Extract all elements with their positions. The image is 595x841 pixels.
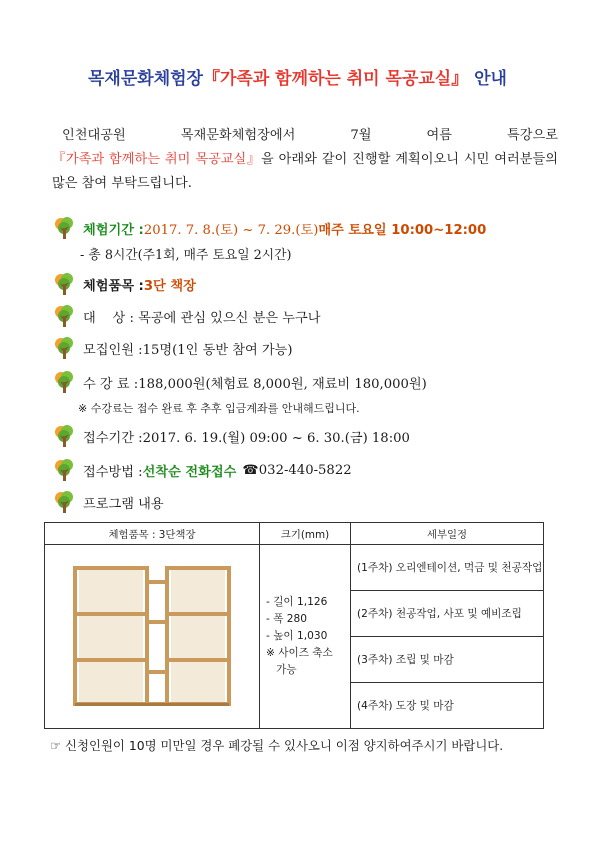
title-suffix: 안내 [468,69,507,89]
title-prefix: 목재문화체험장 [88,69,203,89]
reg-period-row [54,424,410,448]
title-close-bracket: 』 [451,69,469,89]
tree-icon [54,424,75,448]
intro-paragraph [52,124,558,196]
reg-method-label: 접수방법 : [83,464,143,480]
fee-value: 188,000원(체험료 8,000원, 재료비 180,000원) [138,376,427,392]
size-line: - 폭 280 [266,613,308,625]
period-label: 체험기간 : [83,222,144,238]
fee-label: 수 강 료 : [83,376,139,392]
page-title [0,64,595,89]
target-row [54,304,320,328]
schedule-item: (2주차) 천공작업, 사포 및 예비조립 [351,591,544,637]
size-line: ※ 사이즈 축소 [266,647,333,659]
target-value: 목공에 관심 있으신 분은 누구나 [138,310,321,326]
table-header: 체험품목 : 3단책장 [45,523,260,545]
reg-period-value: 2017. 6. 19.(월) 09:00 ~ 6. 30.(금) 18:00 [142,430,410,446]
product-label: 체험품목 : [83,278,144,294]
phone-number: ☎032-440-5822 [242,462,352,478]
tree-icon [54,370,75,394]
program-label: 프로그램 내용 [83,496,164,512]
product-row [54,272,196,296]
size-line: 가능 [266,664,297,676]
target-label: 대 상 : [83,310,139,326]
period-extra: 매주 토요일 10:00~12:00 [318,222,487,238]
reg-method-value: 선착순 전화접수 [142,464,237,480]
program-row [54,490,164,514]
headcount-row [54,336,293,360]
headcount-label: 모집인원 : [83,342,143,358]
title-highlight: 가족과 함께하는 취미 목공교실 [219,69,452,89]
reg-period-label: 접수기간 : [83,430,143,446]
schedule-item: (3주차) 조립 및 마감 [351,637,544,683]
schedule-item: (1주차) 오리엔테이션, 먹금 및 천공작업 [351,545,544,591]
headcount-value: 15명(1인 동반 참여 가능) [142,342,293,358]
table-header: 크기(mm) [260,523,351,545]
product-value: 3단 책장 [143,278,196,294]
intro-highlight: 『가족과 함께하는 취미 목공교실』 [52,152,261,167]
tree-icon [54,458,75,482]
intro-text-before: 인천대공원 목재문화체험장에서 7월 여름 특강으로 [62,128,558,143]
fee-note: ※ 수강료는 접수 완료 후 추후 입금계좌를 안내해드립니다. [78,402,360,415]
tree-icon [54,336,75,360]
period-row [54,216,486,240]
footer-note: ☞ 신청인원이 10명 미만일 경우 폐강될 수 있사오니 이점 양지하여주시기 바랍니다. [50,738,504,753]
table-header: 세부일정 [351,523,544,545]
tree-icon [54,272,75,296]
intro-text-after: 을 아래와 같이 진행할 계획이오니 시민 여러분들의 많은 참여 부탁드립니다. [52,152,559,191]
fee-row [54,370,427,394]
period-value: 2017. 7. 8.(토) ~ 7. 29.(토) [143,222,319,238]
tree-icon [54,216,75,240]
size-line: - 길이 1,126 [266,596,328,608]
bookshelf-image-cell [45,545,260,729]
program-table [44,522,544,729]
period-sub: - 총 8시간(주1회, 매주 토요일 2시간) [80,248,292,263]
title-open-bracket: 『 [202,69,220,89]
schedule-item: (4주차) 도장 및 마감 [351,683,544,729]
reg-method-row [54,458,352,482]
size-cell [260,545,351,729]
tree-icon [54,490,75,514]
tree-icon [54,304,75,328]
bookshelf-image [67,560,237,710]
table-row [45,545,544,591]
size-line: - 높이 1,030 [266,630,328,642]
table-header-row [45,523,544,545]
